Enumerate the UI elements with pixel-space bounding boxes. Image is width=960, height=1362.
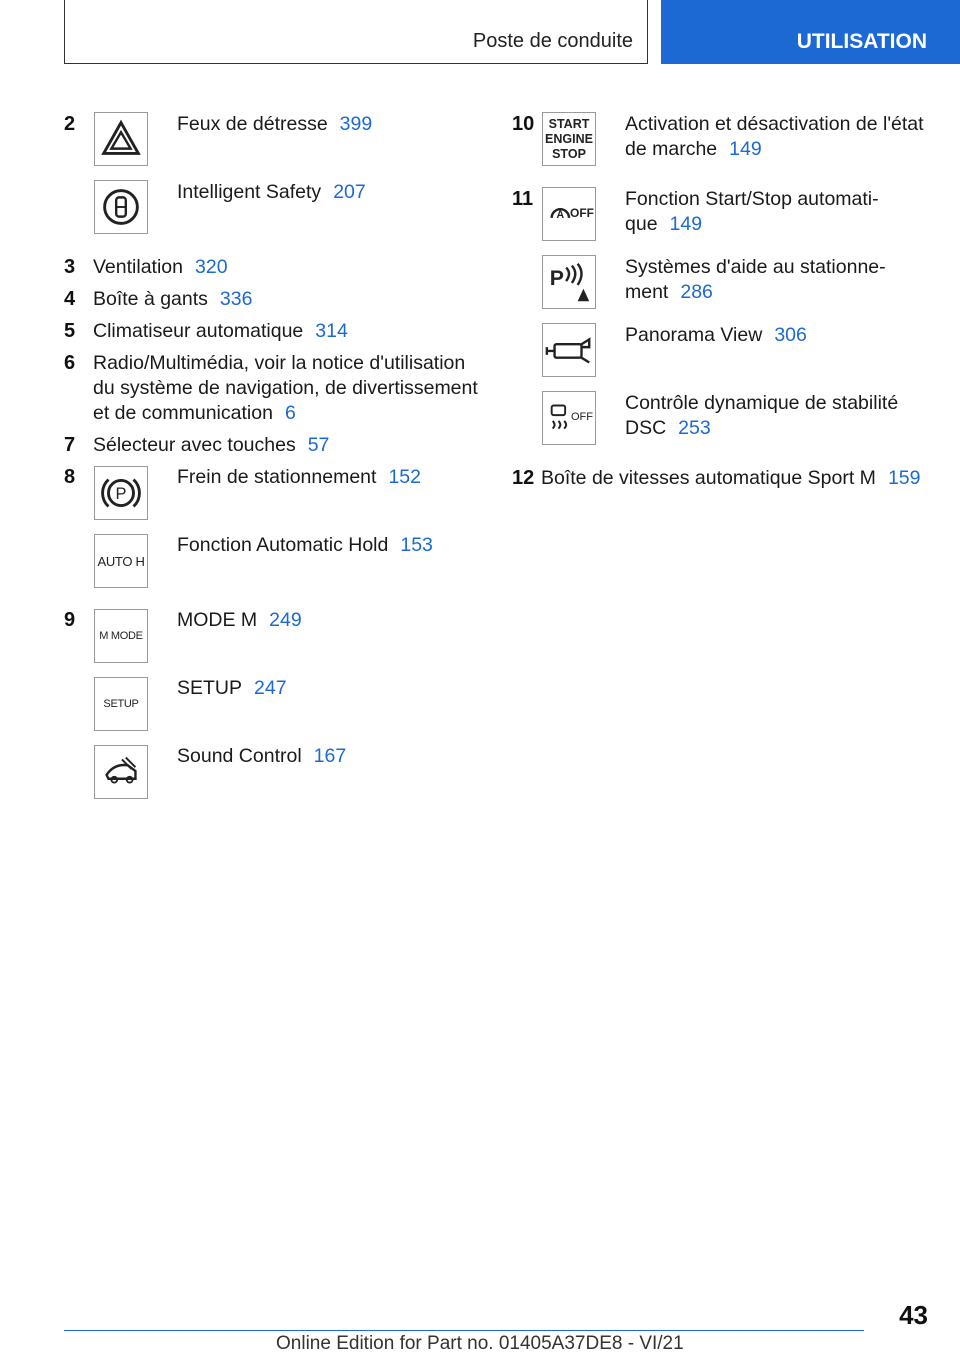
list-item	[625, 391, 898, 441]
item-text-line: de marche	[625, 138, 718, 160]
item-text-line: ment	[625, 281, 669, 303]
page-ref-link[interactable]: 399	[339, 113, 373, 135]
item-number: 12	[512, 467, 535, 489]
parking-brake-icon	[94, 466, 148, 520]
icon-label: OFF	[571, 411, 593, 423]
item-text-line: Systèmes d'aide au stationne-	[625, 256, 886, 278]
list-item	[177, 533, 433, 558]
header-section-box	[64, 0, 648, 64]
item-text: Feux de détresse	[177, 113, 328, 135]
item-number: 3	[64, 256, 76, 278]
footer-divider	[64, 1330, 864, 1331]
list-item	[177, 608, 302, 633]
item-number: 8	[64, 466, 76, 488]
item-text-line: Radio/Multimédia, voir la notice d'utilisation	[93, 352, 466, 374]
list-item	[625, 112, 924, 162]
page-ref-link[interactable]: 207	[333, 181, 366, 203]
list-item	[93, 255, 228, 280]
item-text: Intelligent Safety	[177, 181, 322, 203]
dsc-off-icon	[542, 391, 596, 445]
item-text: Sound Control	[177, 745, 302, 767]
header-section-title: Poste de conduite	[472, 30, 633, 52]
list-item	[625, 187, 879, 237]
list-item	[177, 180, 366, 205]
auto-hold-icon	[94, 534, 148, 588]
page-ref-link[interactable]: 159	[887, 467, 921, 489]
list-item	[625, 255, 886, 305]
header-chapter-title: UTILISATION	[796, 30, 927, 53]
start-engine-stop-icon	[542, 112, 596, 166]
page-ref-link[interactable]: 286	[680, 281, 713, 303]
icon-label-line: START	[548, 117, 590, 131]
item-number: 10	[512, 113, 535, 135]
park-assist-icon	[542, 255, 596, 309]
page-ref-link[interactable]: 152	[388, 466, 421, 488]
item-text: Frein de stationnement	[177, 466, 377, 488]
footer-edition: Online Edition for Part no. 01405A37DE8 - VI/21	[276, 1333, 684, 1354]
item-text-line: Contrôle dynamique de stabilité	[625, 392, 899, 414]
item-text: Climatiseur automatique	[93, 320, 304, 342]
sound-control-icon	[94, 745, 148, 799]
list-item	[93, 287, 252, 312]
item-text: Fonction Automatic Hold	[177, 534, 389, 556]
icon-label: M MODE	[99, 630, 143, 642]
list-item	[93, 433, 329, 458]
list-item	[177, 744, 346, 769]
page-ref-link[interactable]: 149	[669, 213, 703, 235]
list-item	[177, 676, 287, 701]
item-number: 4	[64, 288, 76, 310]
hazard-triangle-icon	[94, 112, 148, 166]
item-text-line: et de communication	[93, 402, 273, 424]
page-ref-link[interactable]: 167	[313, 745, 347, 767]
page-ref-link[interactable]: 249	[269, 609, 302, 631]
page-ref-link[interactable]: 306	[774, 324, 807, 346]
intelligent-safety-icon	[94, 180, 148, 234]
item-text-line: Activation et désactivation de l'état	[625, 113, 924, 135]
list-item	[625, 323, 807, 348]
page-ref-link[interactable]: 320	[195, 256, 228, 278]
m-mode-icon	[94, 609, 148, 663]
item-number: 11	[512, 188, 534, 210]
item-text: Boîte de vitesses automatique Sport M	[541, 467, 876, 489]
page-ref-link[interactable]: 253	[678, 417, 711, 439]
start-stop-off-icon	[542, 187, 596, 241]
icon-label: SETUP	[103, 698, 139, 710]
list-item	[177, 465, 421, 490]
item-text: Sélecteur avec touches	[93, 434, 296, 456]
panorama-view-icon	[542, 323, 596, 377]
page-ref-link[interactable]: 247	[254, 677, 287, 699]
item-text: SETUP	[177, 677, 243, 699]
item-text: Panorama View	[625, 324, 763, 346]
list-item	[93, 351, 478, 426]
list-item	[93, 319, 348, 344]
item-text-line: DSC	[625, 417, 667, 439]
item-text-line: que	[625, 213, 658, 235]
page-ref-link[interactable]: 57	[307, 434, 330, 456]
list-item	[541, 466, 920, 491]
page-ref-link[interactable]: 6	[284, 402, 296, 424]
icon-label-line: STOP	[552, 147, 586, 161]
item-number: 2	[64, 113, 76, 135]
item-text: Ventilation	[93, 256, 183, 278]
page-ref-link[interactable]: 336	[219, 288, 253, 310]
item-text: Boîte à gants	[93, 288, 208, 310]
page-ref-link[interactable]: 153	[400, 534, 433, 556]
svg-text:P: P	[549, 266, 564, 290]
item-text: MODE M	[177, 609, 258, 631]
item-number: 7	[64, 434, 76, 456]
item-number: 5	[64, 320, 76, 342]
svg-text:A: A	[556, 208, 565, 221]
icon-label: OFF	[570, 206, 594, 220]
page-number: 43	[899, 1300, 928, 1330]
icon-label: AUTO H	[97, 553, 145, 569]
list-item	[177, 112, 372, 137]
svg-text:P: P	[115, 484, 127, 503]
item-number: 6	[64, 352, 76, 374]
item-text-line: du système de navigation, de divertissement	[93, 377, 478, 399]
page-ref-link[interactable]: 149	[729, 138, 762, 160]
item-text-line: Fonction Start/Stop automati-	[625, 188, 879, 210]
header-chapter-tab[interactable]	[661, 0, 960, 64]
page-ref-link[interactable]: 314	[315, 320, 348, 342]
setup-icon	[94, 677, 148, 731]
icon-label-line: ENGINE	[545, 132, 593, 146]
item-number: 9	[64, 609, 76, 631]
